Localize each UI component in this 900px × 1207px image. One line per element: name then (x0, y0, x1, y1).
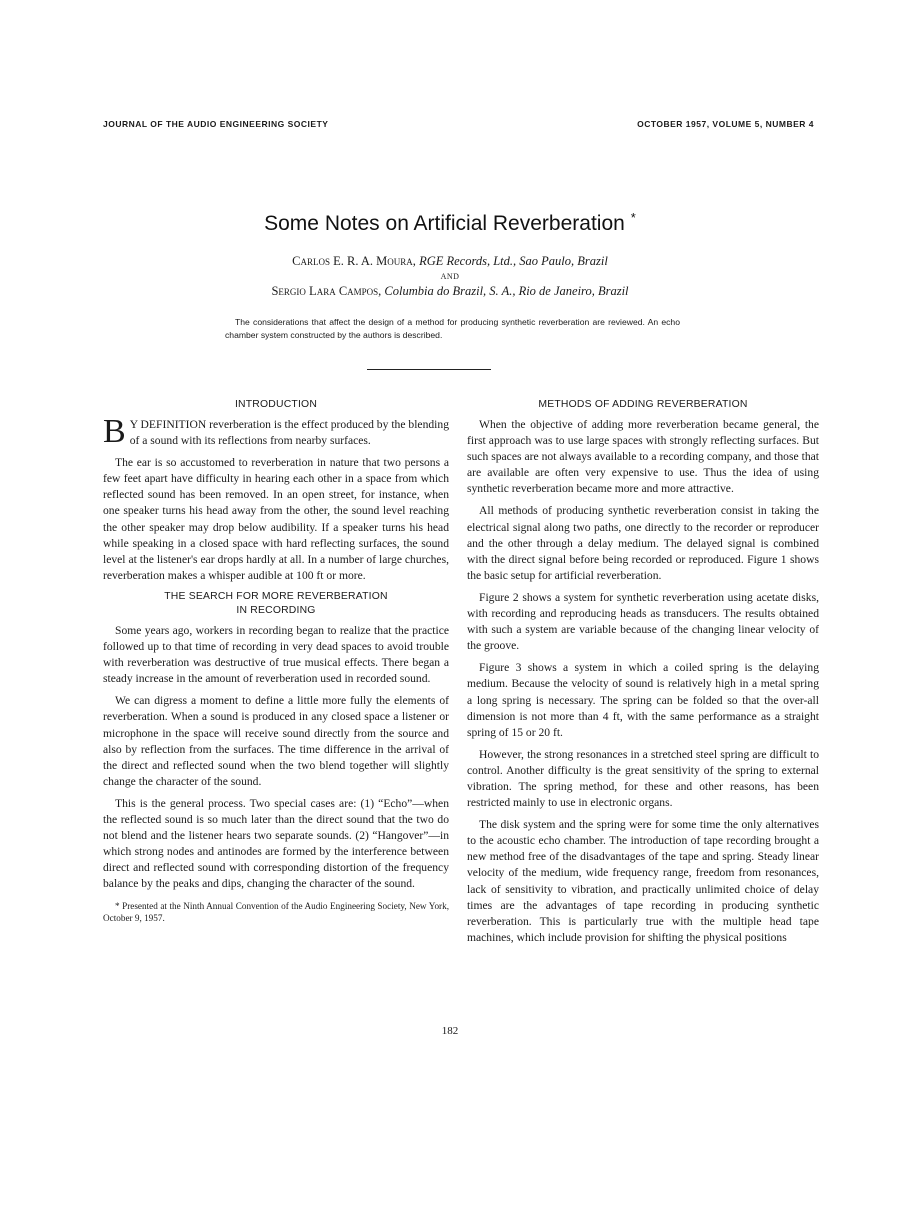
heading-search-line-1: THE SEARCH FOR MORE REVERBERATION (164, 590, 388, 602)
search-paragraph-2: We can digress a moment to define a little more fully the elements of reverberation. When a sound is produced in any closed space a listener or microphone in the space will receive sound directly from the source and also by reflection from the surfaces. The time difference in the arrival of the direct and reflected sound when the two blend together will slightly change the character of the sound. (103, 694, 449, 788)
author-2-line (0, 284, 900, 299)
methods-paragraph-5: However, the strong resonances in a stretched steel spring are difficult to control. Another difficulty is the great sensitivity of the spring to external vibration. The spring method, for these and other reasons, has been restricted mainly to use in electronic organs. (467, 747, 819, 810)
title-text: Some Notes on Artificial Reverberation (264, 212, 625, 235)
article-title (0, 212, 900, 236)
title-footnote-mark: * (630, 210, 636, 225)
methods-paragraph-3: Figure 2 shows a system for synthetic reverberation using acetate disks, with recording and reproducing heads as transducers. The results obtained with such a system are variable because of the changing linear velocity of the groove. (467, 590, 819, 653)
author-1-line (0, 254, 900, 269)
abstract: The considerations that affect the design of a method for producing synthetic reverberation are reviewed. An echo chamber system constructed by the authors is described. (225, 317, 680, 340)
heading-search (103, 590, 449, 618)
methods-paragraph-6: The disk system and the spring were for some time the only alternatives to the acoustic echo chamber. The introduction of tape recording brought a new method free of the disadvantages of the tape and spring. Steady linear velocity of the medium, wide frequency range, freedom from resonances, lack of sensitivity to vibration, and practically unlimited choice of delay times are the advantages of tape recording in producing synthetic reverberation. This is particularly true with the multiple head tape machines, which include provision for shifting the physical positions (467, 818, 819, 944)
author-1-name: Carlos E. R. A. Moura, (292, 254, 416, 268)
author-1-affiliation: RGE Records, Ltd., Sao Paulo, Brazil (419, 254, 608, 268)
running-head (103, 119, 814, 129)
page-number: 182 (441, 1025, 459, 1037)
heading-methods: METHODS OF ADDING REVERBERATION (538, 399, 748, 410)
intro-paragraph-1-text: reverberation is the effect produced by the blending of a sound with its reflections from nearby surfaces. (129, 418, 449, 448)
intro-paragraph-2: The ear is so accustomed to reverberation in nature that two persons a few feet apart have difficulty in hearing each other in a space from which reflected sound has been removed. In an open street, for instance, when one speaker turns his head away from the other, the sound level reaching the other speaker may drop below audibility. If a speaker turns his head while speaking in a closed space with hard reflecting surfaces, the sound level at the listener's ear drops hardly at all. In a number of large churches, reverberation makes a whisper audible at 100 ft or more. (103, 456, 449, 582)
author-2-affiliation: Columbia do Brazil, S. A., Rio de Janeiro, Brazil (384, 284, 629, 298)
search-paragraph-3: This is the general process. Two special cases are: (1) “Echo”—when the reflected sound is so much later than the direct sound that the two do not blend and the listener hears two separate sounds. (2) “Hangover”—in which strong nodes and antinodes are formed by the interference between direct and reflected sound with corresponding distortion of the frequency balance by the peaks and dips, changing the character of the sound. (103, 796, 449, 891)
issue-info: OCTOBER 1957, VOLUME 5, NUMBER 4 (637, 119, 814, 129)
search-paragraph-1: Some years ago, workers in recording began to realize that the practice followed up to that time of recording in very dead spaces to avoid trouble with reverberation was destructive of true musical effects. There began a steady increase in the amount of reverberation used in recorded sound. (103, 623, 449, 686)
section-divider (367, 369, 491, 370)
heading-introduction: INTRODUCTION (234, 399, 318, 410)
journal-name: JOURNAL OF THE AUDIO ENGINEERING SOCIETY (103, 119, 329, 129)
authors-block (0, 254, 900, 299)
intro-capword: Y DEFINITION (129, 418, 207, 431)
left-column (103, 398, 449, 924)
footnote: * Presented at the Ninth Annual Convention of the Audio Engineering Society, New York, October 9, 1957. (103, 901, 449, 924)
heading-search-line-2: IN RECORDING (236, 604, 316, 616)
right-column (467, 398, 819, 952)
author-2-name: Sergio Lara Campos, (271, 284, 382, 298)
authors-and: AND (440, 272, 460, 281)
methods-paragraph-1: When the objective of adding more reverberation became general, the first approach was to use large spaces with strongly reflecting surfaces. But such spaces are not always available to a recording company, and those that are available are often very expensive to use. Thus the idea of using synthetic reverberation became more and more attractive. (467, 418, 819, 496)
methods-paragraph-2: All methods of producing synthetic reverberation consist in taking the electrical signal along two paths, one directly to the recorder or reproducer and the other through a delay medium. The delayed signal is combined with the direct signal before being recorded or reproduced. Figure 1 shows the basic setup for artificial reverberation. (467, 504, 819, 582)
methods-paragraph-4: Figure 3 shows a system in which a coiled spring is the delaying medium. Because the velocity of sound is relatively high in a metal spring a long spring is necessary. The spring can be folded so that the over-all dimension is not more than 4 ft, with the same performance as a straight spring of 15 or 20 ft. (467, 661, 819, 739)
intro-paragraph-1 (103, 413, 449, 450)
drop-cap: B (103, 413, 126, 450)
